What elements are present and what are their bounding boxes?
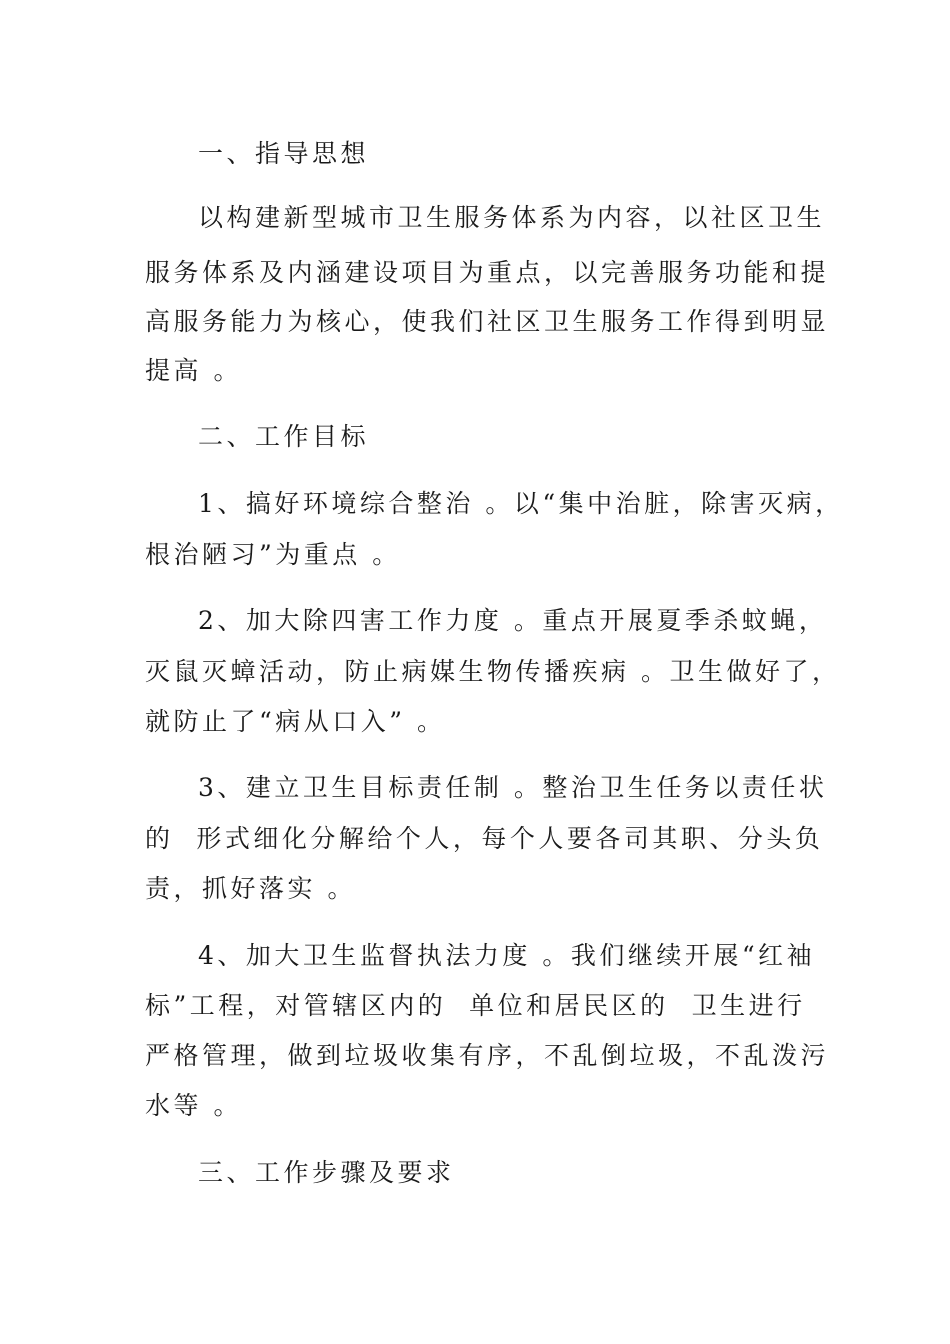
paragraph-line: 根治陋习”为重点 。 — [145, 540, 401, 569]
paragraph-line: 严格管理，做到垃圾收集有序，不乱倒垃圾，不乱泼污 — [145, 1041, 830, 1070]
paragraph-line: 就防止了“病从口入” 。 — [145, 707, 446, 736]
section-heading-2: 二、工作目标 — [198, 422, 370, 451]
paragraph-line: 的 形式细化分解给个人，每个人要各司其职、分头负 — [145, 824, 824, 853]
paragraph-line: 提高 。 — [145, 356, 242, 385]
paragraph-line: 2、加大除四害工作力度 。重点开展夏季杀蚊蝇， — [198, 606, 828, 635]
paragraph-line: 标”工程，对管辖区内的 单位和居民区的 卫生进行 — [145, 991, 806, 1020]
paragraph-line: 责，抓好落实 。 — [145, 874, 356, 903]
paragraph-line: 1、搞好环境综合整治 。以“集中治脏，除害灭病， — [198, 489, 844, 518]
section-heading-3: 三、工作步骤及要求 — [198, 1158, 455, 1187]
paragraph-line: 以构建新型城市卫生服务体系为内容，以社区卫生 — [198, 203, 826, 232]
paragraph-line: 灭鼠灭蟑活动，防止病媒生物传播疾病 。卫生做好了， — [145, 657, 841, 686]
paragraph-line: 4、加大卫生监督执法力度 。我们继续开展“红袖 — [198, 941, 816, 970]
paragraph-line: 服务体系及内涵建设项目为重点，以完善服务功能和提 — [145, 258, 830, 287]
paragraph-line: 水等 。 — [145, 1091, 242, 1120]
paragraph-line: 3、建立卫生目标责任制 。整治卫生任务以责任状 — [198, 773, 828, 802]
paragraph-line: 高服务能力为核心，使我们社区卫生服务工作得到明显 — [145, 307, 830, 336]
section-heading-1: 一、指导思想 — [198, 139, 370, 168]
